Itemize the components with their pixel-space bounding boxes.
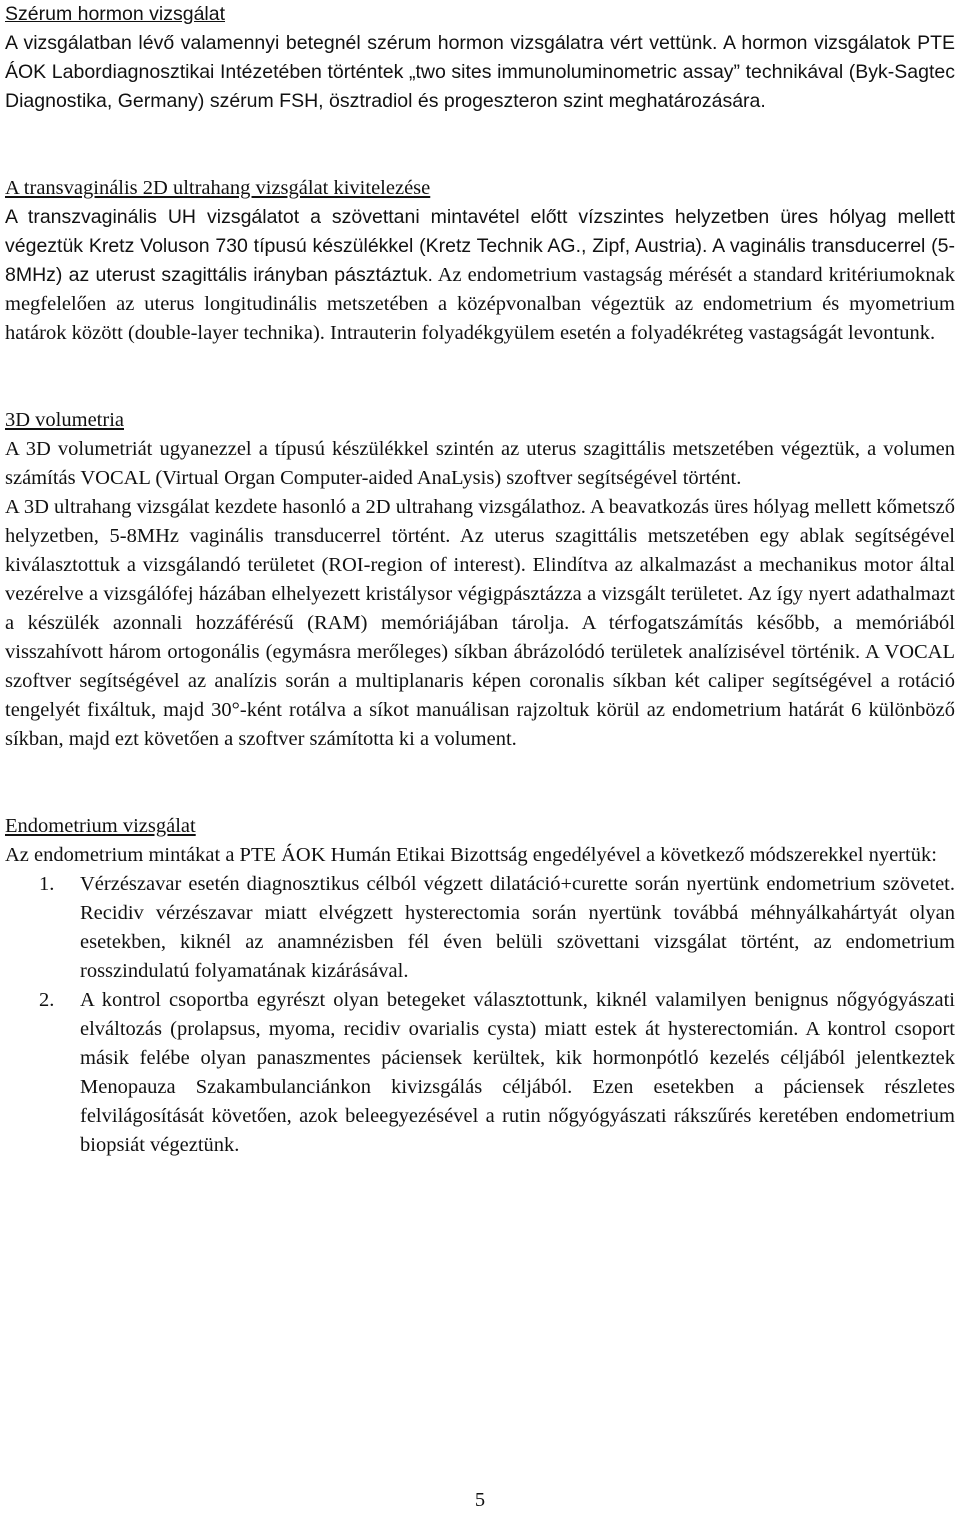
section-3d-volumetry	[5, 406, 955, 754]
endometrium-method-list	[5, 870, 955, 1160]
section-endometrium	[5, 812, 955, 1160]
page-number: 5	[474, 1489, 486, 1511]
list-item	[5, 986, 955, 1160]
paragraph-endometrium-intro: Az endometrium mintákat a PTE ÁOK Humán Etikai Bizottság engedélyével a következő módszerekkel nyertük:	[5, 844, 937, 866]
section-heading-serum-hormone: Szérum hormon vizsgálat	[5, 3, 226, 25]
paragraph-transvaginal-2d	[5, 203, 955, 348]
section-heading-3d-volumetry: 3D volumetria	[5, 409, 124, 431]
section-spacer	[5, 348, 955, 406]
paragraph-transvaginal-2d-part-sans: A transzvaginális UH vizsgálatot a szövettani mintavétel előtt vízszintes helyzetben üres hólyag mellett végeztük Kretz Voluson 730 típusú készülékkel (Kretz Technik AG., Zipf, Austria). A vaginális transducerrel (5-8MHz) az uterust szagittális irányban pásztáztuk.	[5, 206, 955, 286]
list-item	[5, 870, 955, 986]
paragraph-3d-volumetry-2: A 3D ultrahang vizsgálat kezdete hasonló a 2D ultrahang vizsgálathoz. A beavatkozás üres hólyag mellett kőmetsző helyzetben, 5-8MHz vaginális transducerrel történt. Az uterus szagittális metszetében egy ablak segítségével kiválasztottuk a vizsgálandó területet (ROI-region of interest). Elindítva az alkalmazást a mechanikus motor által vezérelve a vizsgálófej házában elhelyezett kristálysor végigpásztázza a vizsgált területet. Az így nyert adathalmazt a készülék azonnali hozzáférésű (RAM) memóriájában tárolja. A térfogatszámítás később, a memóriából visszahívott három ortogonális (egymásra merőleges) síkban ábrázolódó területek analízisével történik. A VOCAL szoftver segítségével az analízis során a multiplanaris képen coronalis síkban két caliper segítségével a rotáció tengelyét fixáltuk, majd 30°-ként rotálva a síkot manuálisan rajzoltuk körül az endometrium határát 6 különböző síkban, majd ezt követően a szoftver számította ki a volument.	[5, 496, 955, 750]
list-item-number: 1.	[39, 873, 55, 895]
list-item-text: Vérzészavar esetén diagnosztikus célból végzett dilatáció+curette során nyertünk endometrium szövetet. Recidiv vérzészavar miatt elvégzett hysterectomia során nyertünk továbbá méhnyálkahártyát olyan esetekben, kiknél az anamnézisben fél éven belüli szövettani vizsgálat történt, az endometrium rosszindulatú folyamatának kizárásával.	[80, 873, 955, 982]
paragraph-3d-volumetry-1: A 3D volumetriát ugyanezzel a típusú készülékkel szintén az uterus szagittális metszetében végeztük, a volumen számítás VOCAL (Virtual Organ Computer-aided AnaLysis) szoftver segítségével történt.	[5, 438, 955, 489]
section-spacer	[5, 754, 955, 812]
section-heading-transvaginal-2d: A transvaginális 2D ultrahang vizsgálat kivitelezése	[5, 177, 431, 199]
paragraph-serum-hormone: A vizsgálatban lévő valamennyi betegnél szérum hormon vizsgálatra vért vettünk. A hormon vizsgálatok PTE ÁOK Labordiagnosztikai Intézetében történtek „two sites immunoluminometric assay” technikával (Byk-Sagtec Diagnostika, Germany) szérum FSH, ösztradiol és progeszteron szint meghatározására.	[5, 32, 955, 112]
list-item-text: A kontrol csoportba egyrészt olyan betegeket választottunk, kiknél valamilyen benignus nőgyógyászati elváltozás (prolapsus, myoma, recidiv ovarialis cysta) miatt estek át hysterectomián. A kontrol csoport másik felébe olyan panaszmentes páciensek kerültek, kik hormonpótló kezelés céljából jelentkeztek Menopauza Szakambulanciánkon kivizsgálás céljából. Ezen esetekben a páciensek részletes felvilágosítását követően, azok beleegyezésével a rutin nőgyógyászati rákszűrés keretében endometrium biopsiát végeztünk.	[80, 989, 955, 1156]
section-serum-hormone	[5, 0, 955, 116]
paragraph-transvaginal-2d-part-serif: Az endometrium vastagság mérését a standard kritériumoknak megfelelően az uterus longitudinális metszetében a középvonalban végeztük az endometrium és myometrium határok között (double-layer technika). Intrauterin folyadékgyülem esetén a folyadékréteg vastagságát levontunk.	[5, 264, 956, 344]
section-transvaginal-2d	[5, 174, 955, 348]
document-page	[5, 0, 955, 1160]
list-item-number: 2.	[39, 989, 55, 1011]
section-heading-endometrium: Endometrium vizsgálat	[5, 815, 196, 837]
section-spacer	[5, 116, 955, 174]
